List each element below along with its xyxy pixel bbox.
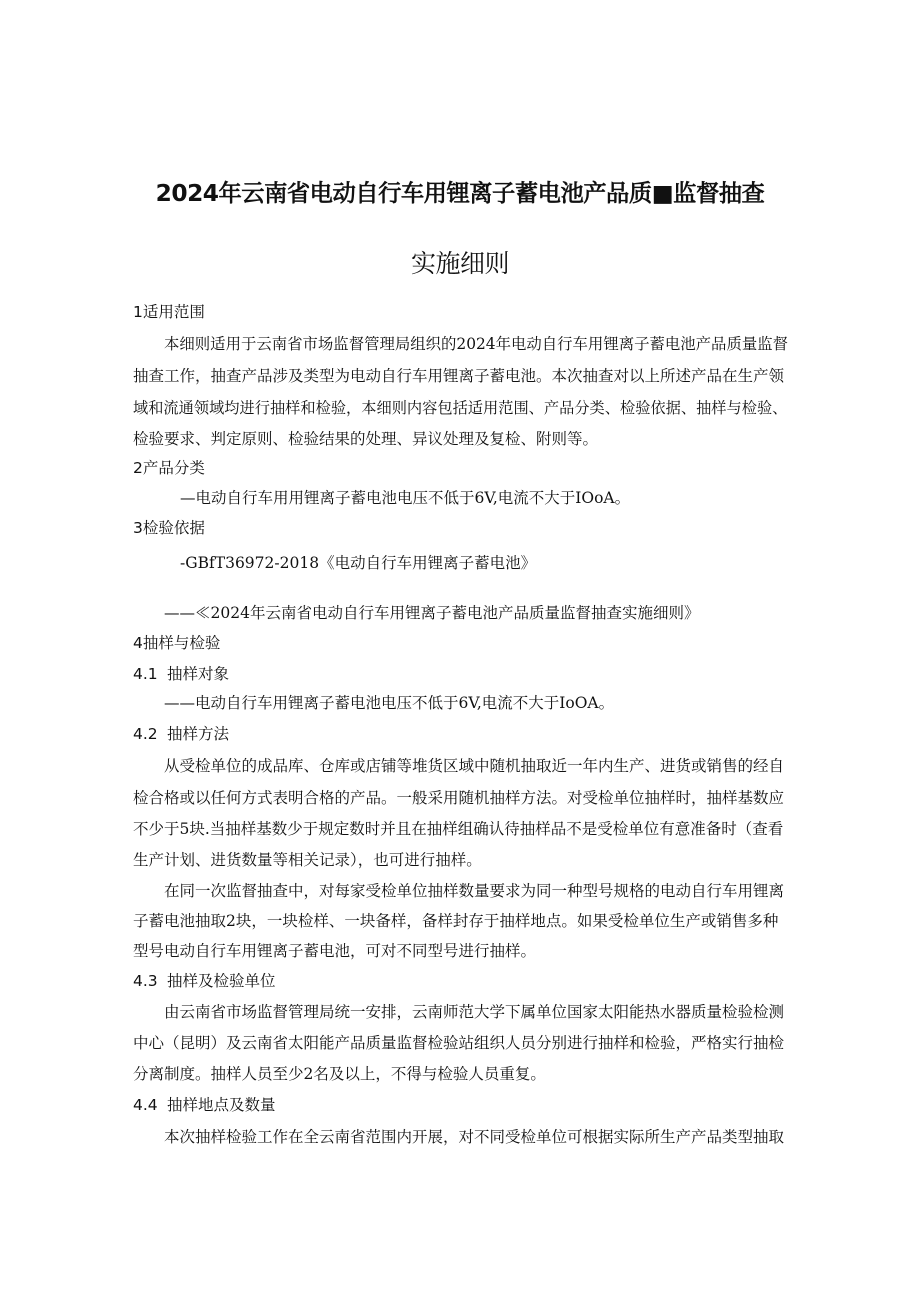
subsection-heading: 抽样方法 <box>167 725 230 743</box>
document-subtitle: 实施细则 <box>410 249 509 278</box>
subsection-number: 4.1 <box>133 665 158 683</box>
subsection-heading: 抽样对象 <box>167 665 230 683</box>
paragraph-line: ——≪2024年云南省电动自行车用锂离子蓄电池产品质量监督抽查实施细则》 <box>164 604 700 622</box>
subsection-number: 4.3 <box>133 972 158 990</box>
paragraph-line: 在同一次监督抽查中，对每家受检单位抽样数量要求为同一种型号规格的电动自行车用锂离 <box>164 882 785 900</box>
section-heading: 3检验依据 <box>133 519 205 537</box>
section-heading: 2产品分类 <box>133 459 205 477</box>
subsection-heading: 抽样及检验单位 <box>167 972 276 990</box>
paragraph-line: ——电动自行车用锂离子蓄电池电压不低于6V,电流不大于IoOA。 <box>164 694 615 712</box>
paragraph-line: 生产计划、进货数量等相关记录），也可进行抽样。 <box>133 851 482 869</box>
paragraph-line: 型号电动自行车用锂离子蓄电池，可对不同型号进行抽样。 <box>133 942 537 960</box>
paragraph-line: 抽查工作，抽查产品涉及类型为电动自行车用锂离子蓄电池。本次抽查对以上所述产品在生产领 <box>133 367 785 385</box>
paragraph-line: 子蓄电池抽取2块，一块检样、一块备样，备样封存于抽样地点。如果受检单位生产或销售多种 <box>133 912 779 930</box>
paragraph-line: -GBfT36972-2018《电动自行车用锂离子蓄电池》 <box>180 554 537 572</box>
subsection-number: 4.2 <box>133 725 158 743</box>
paragraph-line: 从受检单位的成品库、仓库或店铺等堆货区域中随机抽取近一年内生产、进货或销售的经自 <box>164 757 785 775</box>
paragraph-line: 由云南省市场监督管理局统一安排，云南师范大学下属单位国家太阳能热水器质量检验检测 <box>164 1003 785 1021</box>
paragraph-line: 检验要求、判定原则、检验结果的处理、异议处理及复检、附则等。 <box>133 430 599 448</box>
subsection-number: 4.4 <box>133 1096 158 1114</box>
paragraph-line: 检合格或以任何方式表明合格的产品。一般采用随机抽样方法。对受检单位抽样时，抽样基数应 <box>133 789 785 807</box>
paragraph-line: 本细则适用于云南省市场监督管理局组织的2024年电动自行车用锂离子蓄电池产品质量监督 <box>164 335 789 353</box>
paragraph-line: 域和流通领域均进行抽样和检验，本细则内容包括适用范围、产品分类、检验依据、抽样与检验、 <box>133 399 788 417</box>
paragraph-line: 中心（昆明）及云南省太阳能产品质量监督检验站组织人员分别进行抽样和检验，严格实行抽检 <box>133 1034 785 1052</box>
paragraph-line: —电动自行车用用锂离子蓄电池电压不低于6V,电流不大于IOoA。 <box>180 489 631 507</box>
paragraph-line: 本次抽样检验工作在全云南省范围内开展，对不同受检单位可根据实际所生产产品类型抽取 <box>164 1128 785 1146</box>
section-heading: 4抽样与检验 <box>133 634 221 652</box>
paragraph-line: 分离制度。抽样人员至少2名及以上，不得与检验人员重复。 <box>133 1065 546 1083</box>
subsection-heading: 抽样地点及数量 <box>167 1096 276 1114</box>
paragraph-line: 不少于5块.当抽样基数少于规定数时并且在抽样组确认待抽样品不是受检单位有意准备时（查看 <box>133 820 784 838</box>
section-heading: 1适用范围 <box>133 303 205 321</box>
document-title: 2024年云南省电动自行车用锂离子蓄电池产品质■监督抽查 <box>155 180 765 207</box>
